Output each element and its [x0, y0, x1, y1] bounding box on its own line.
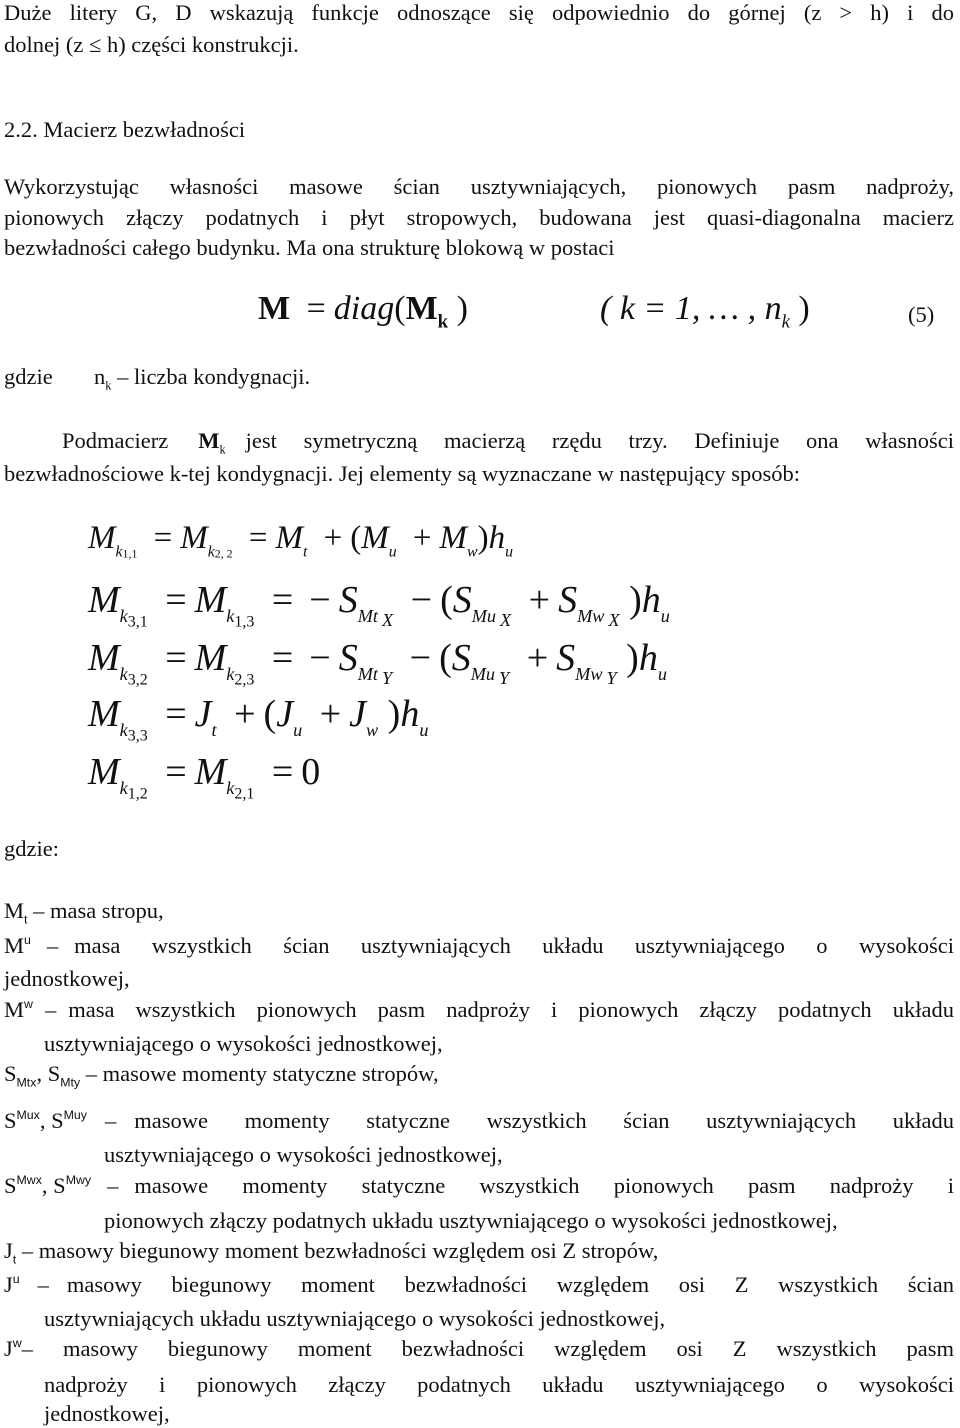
- def-text: masa wszystkich pionowych pasm nadproży i pionowych złączy podatnych układu: [68, 997, 954, 1022]
- where1-label: gdzie: [4, 364, 53, 389]
- eq5r-term: M: [194, 751, 227, 793]
- eq3-term-sub: k: [119, 664, 128, 685]
- eq3-term-sub: Mu: [470, 664, 496, 685]
- equation-5-number: (5): [908, 302, 935, 327]
- def-ju-cont: usztywniających układu usztywniającego o wysokości jednostkowej,: [44, 1306, 666, 1331]
- def-sym: M: [4, 997, 25, 1022]
- eq5-arg-sub: k: [437, 311, 449, 333]
- def-smu: S Mux , S Muy – masowe momenty statyczne wszystkich ścian usztywniających układu: [4, 1108, 954, 1133]
- where1-text: – liczba kondygnacji.: [111, 364, 311, 389]
- eq4-term: M: [88, 693, 120, 735]
- para2-sym: M: [198, 428, 220, 453]
- def-mw: M w – masa wszystkich pionowych pasm nadproży i pionowych złączy podatnych układu: [4, 997, 954, 1022]
- def-mt: [4, 898, 164, 927]
- eq1-term: M: [361, 520, 389, 556]
- def-sub: Mty: [60, 1075, 81, 1090]
- eq3-term: M: [88, 637, 120, 679]
- section-title: 2.2. Macierz bezwładności: [4, 117, 246, 142]
- eq3-term-sub: k: [226, 664, 235, 685]
- eq1-term: M: [439, 520, 468, 556]
- equation-5: [258, 290, 468, 333]
- eq3-term-sub: Mt: [357, 664, 378, 685]
- equation-row-3: $M_{k3,2} = M_{k2,3}$ = − $S_{Mt}$ $_Y - (S_{Mu}$ $_Y + S_{Mw}$ $_Y$ )$h_u$: [88, 637, 667, 689]
- eq5r-term-idx: 2,1: [234, 785, 255, 803]
- def-sub: u: [24, 933, 31, 947]
- eq3-term-idx: Y: [381, 667, 393, 688]
- def-sym: S: [4, 1173, 17, 1198]
- equation-row-2: $M_{k3,1} = M_{k1,3}$ = − $S_{Mt}$ $_X - (S_{Mu}$ $_X + S_{Mw}$ $_X$ )$h_u$: [88, 579, 670, 631]
- def-text: masowe momenty statyczne wszystkich pionowych pasm nadproży i: [134, 1173, 954, 1198]
- def-jw: [4, 1336, 954, 1362]
- def-text: masa wszystkich ścian usztywniających układu usztywniającego o wysokości: [74, 933, 954, 958]
- eq2-term: S: [558, 579, 578, 621]
- def-sub: t: [12, 1252, 17, 1267]
- def-sym: J: [4, 1336, 13, 1361]
- eq5-range-close: ): [789, 290, 810, 327]
- eq4-term: h: [400, 693, 420, 735]
- def-smu-cont: usztywniającego o wysokości jednostkowej,: [104, 1142, 503, 1167]
- def-sub: Mtx: [16, 1075, 37, 1090]
- eq2-term: S: [338, 579, 358, 621]
- def-smw-cont: pionowych złączy podatnych układu usztywniającego o wysokości jednostkowej,: [104, 1208, 838, 1233]
- eq3-term: S: [556, 637, 576, 679]
- para1-line-1: Wykorzystując własności masowe ścian usztywniających, pionowych pasm nadproży,: [4, 174, 954, 199]
- para1-line-3: bezwładności całego budynku. Ma ona strukturę blokową w postaci: [4, 235, 615, 260]
- eq3-term: S: [451, 637, 471, 679]
- def-sub: w: [24, 997, 33, 1011]
- def-sym: S: [47, 1061, 61, 1086]
- eq2-term-sub: Mw: [577, 606, 605, 627]
- def-mu: M u – masa wszystkich ścian usztywniających układu usztywniającego o wysokości: [4, 933, 954, 958]
- def-smw: S Mwx , S Mwy – masowe momenty statyczne wszystkich pionowych pasm nadproży i: [4, 1173, 954, 1198]
- def-sub: Muy: [63, 1108, 87, 1122]
- def-sym: M: [4, 898, 25, 923]
- para1-line-2: pionowych złączy podatnych i płyt stropowych, budowana jest quasi-diagonalna macierz: [4, 205, 954, 230]
- def-text: – masowy biegunowy moment bezwładności względem osi Z wszystkich pasm: [21, 1336, 954, 1361]
- para2-line-1: [62, 428, 954, 458]
- eq2-term: M: [88, 579, 120, 621]
- eq5-equals: =: [306, 290, 326, 327]
- eq3-term-sub: u: [657, 664, 667, 685]
- def-text: – masowy biegunowy moment bezwładności względem osi Z stropów,: [16, 1238, 659, 1263]
- eq1-term: M: [275, 520, 303, 556]
- equation-5-range: [600, 290, 810, 333]
- def-jw-cont2: jednostkowej,: [44, 1401, 170, 1426]
- def-sym: S: [4, 1108, 17, 1133]
- def-sub: u: [12, 1272, 20, 1286]
- eq5r-term-sub: k: [226, 778, 235, 799]
- eq1-term-sub: t: [302, 543, 308, 561]
- eq2-term-sub: Mu: [471, 606, 497, 627]
- eq5-lhs: M: [258, 290, 291, 327]
- eq2-term: M: [194, 579, 227, 621]
- eq4-term: J: [349, 693, 366, 735]
- eq3-term: h: [638, 637, 658, 679]
- eq1-term-sub: u: [505, 543, 514, 561]
- eq2-term-sub: k: [119, 606, 128, 627]
- intro-line-1: Duże litery G, D wskazują funkcje odnoszące się odpowiednio do górnej (z > h) i do: [4, 0, 954, 25]
- eq2-term-idx: X: [381, 609, 394, 630]
- eq5r-term-idx: 1,2: [127, 785, 148, 803]
- def-sym: S: [53, 1173, 66, 1198]
- eq2-term-idx: X: [608, 609, 620, 630]
- intro-line-2: dolnej (z ≤ h) części konstrukcji.: [4, 32, 299, 57]
- eq2-term-idx: 3,1: [127, 613, 148, 631]
- def-ju: J u – masowy biegunowy moment bezwładności względem osi Z wszystkich ścian: [4, 1272, 954, 1297]
- eq5-range: ( k = 1, … , n: [600, 290, 782, 327]
- eq1-term-sub: k: [115, 543, 123, 561]
- eq1-term-sub: w: [467, 543, 478, 561]
- def-jt: [4, 1238, 658, 1267]
- eq4-term-sub: u: [293, 720, 303, 741]
- def-text: – masa stropu,: [27, 898, 164, 923]
- eq5r-zero: 0: [301, 751, 321, 793]
- eq4-term-sub: w: [366, 720, 379, 741]
- def-mw-cont: usztywniającego o wysokości jednostkowej,: [44, 1031, 443, 1056]
- eq2-term-sub: k: [226, 606, 235, 627]
- def-sym: M: [4, 933, 25, 958]
- equation-row-1: $M_{k1,1} = M_{k2, 2} = M_t + (M_u + M_w)h_u$: [88, 520, 514, 561]
- eq1-term-idx: 1,1: [122, 546, 138, 561]
- equation-row-5: $M_{k1,2} = M_{k2,1} = 0$: [88, 751, 321, 803]
- eq5-fn: diag: [333, 290, 395, 327]
- def-sub: t: [24, 912, 28, 927]
- eq1-term: M: [88, 520, 116, 556]
- eq3-term-idx: 3,2: [127, 671, 148, 689]
- def-sub: Mwx: [16, 1173, 42, 1187]
- eq3-term-idx: Y: [606, 667, 617, 688]
- eq5-range-sub: k: [781, 311, 790, 333]
- eq4-term-sub: k: [119, 720, 128, 741]
- def-jw-cont: nadproży i pionowych złączy podatnych układu usztywniającego o wysokości: [44, 1372, 954, 1397]
- eq2-term: S: [452, 579, 472, 621]
- def-text: – masowe momenty statyczne stropów,: [80, 1061, 439, 1086]
- eq4-term-sub: t: [211, 720, 217, 741]
- where1-sym: n: [94, 364, 106, 389]
- eq4-term: J: [194, 693, 212, 735]
- para2-rest: jest symetryczną macierzą rzędu trzy. Definiuje ona własności: [245, 428, 954, 453]
- para2-sym-sub: k: [219, 442, 226, 457]
- eq2-term: h: [641, 579, 661, 621]
- def-sym: J: [4, 1272, 13, 1297]
- eq4-term-idx: 3,3: [127, 727, 148, 745]
- equation-row-4: $M_{k3,3} = J_t + (J_u + J_w$ )$h_u$: [88, 693, 429, 745]
- eq5r-term-sub: k: [119, 778, 128, 799]
- eq3-term-idx: Y: [499, 667, 510, 688]
- eq5-lpar: (: [394, 290, 406, 327]
- eq5-rpar: ): [456, 290, 468, 327]
- eq3-term: S: [338, 637, 358, 679]
- where2-label: gdzie:: [4, 836, 59, 861]
- def-sym: S: [4, 1061, 17, 1086]
- def-text: masowy biegunowy moment bezwładności względem osi Z wszystkich ścian: [66, 1272, 954, 1297]
- def-smt: $S_{Mtx}$, $S_{Mty}$ – masowe momenty statyczne stropów,: [4, 1061, 439, 1090]
- def-sub: Mwy: [65, 1173, 92, 1187]
- para2-line-2: bezwładnościowe k-tej kondygnacji. Jej elementy są wyznaczane w następujący sposób:: [4, 461, 800, 486]
- eq2-term-idx: 1,3: [234, 613, 255, 631]
- eq4-term: J: [276, 693, 294, 735]
- eq1-term: h: [488, 520, 506, 556]
- eq1-term-sub: u: [388, 543, 397, 561]
- def-sub: w: [12, 1336, 22, 1350]
- eq3-term: M: [194, 637, 227, 679]
- eq5r-term: M: [88, 751, 120, 793]
- para2-sym-wrap: [198, 428, 225, 458]
- def-mu-cont: jednostkowej,: [4, 966, 130, 991]
- where1-sym-sub: k: [105, 378, 112, 393]
- eq2-term-sub: Mt: [357, 606, 378, 627]
- def-sub: Mux: [16, 1108, 40, 1122]
- def-sym: J: [4, 1238, 13, 1263]
- eq1-term: M: [180, 520, 208, 556]
- eq1-term-sub: k: [207, 543, 215, 561]
- eq3-term-idx: 2,3: [234, 671, 255, 689]
- eq5-arg: M: [405, 290, 438, 327]
- para2-word: Podmacierz: [62, 428, 169, 453]
- eq2-term-idx: X: [500, 609, 512, 630]
- def-sym: S: [51, 1108, 64, 1133]
- eq3-term-sub: Mw: [575, 664, 603, 685]
- where1-def: [94, 364, 310, 394]
- eq2-term-sub: u: [660, 606, 670, 627]
- def-text: masowe momenty statyczne wszystkich ścian usztywniających układu: [134, 1108, 954, 1133]
- eq4-term-sub: u: [419, 720, 429, 741]
- eq1-term-idx: 2, 2: [214, 546, 233, 561]
